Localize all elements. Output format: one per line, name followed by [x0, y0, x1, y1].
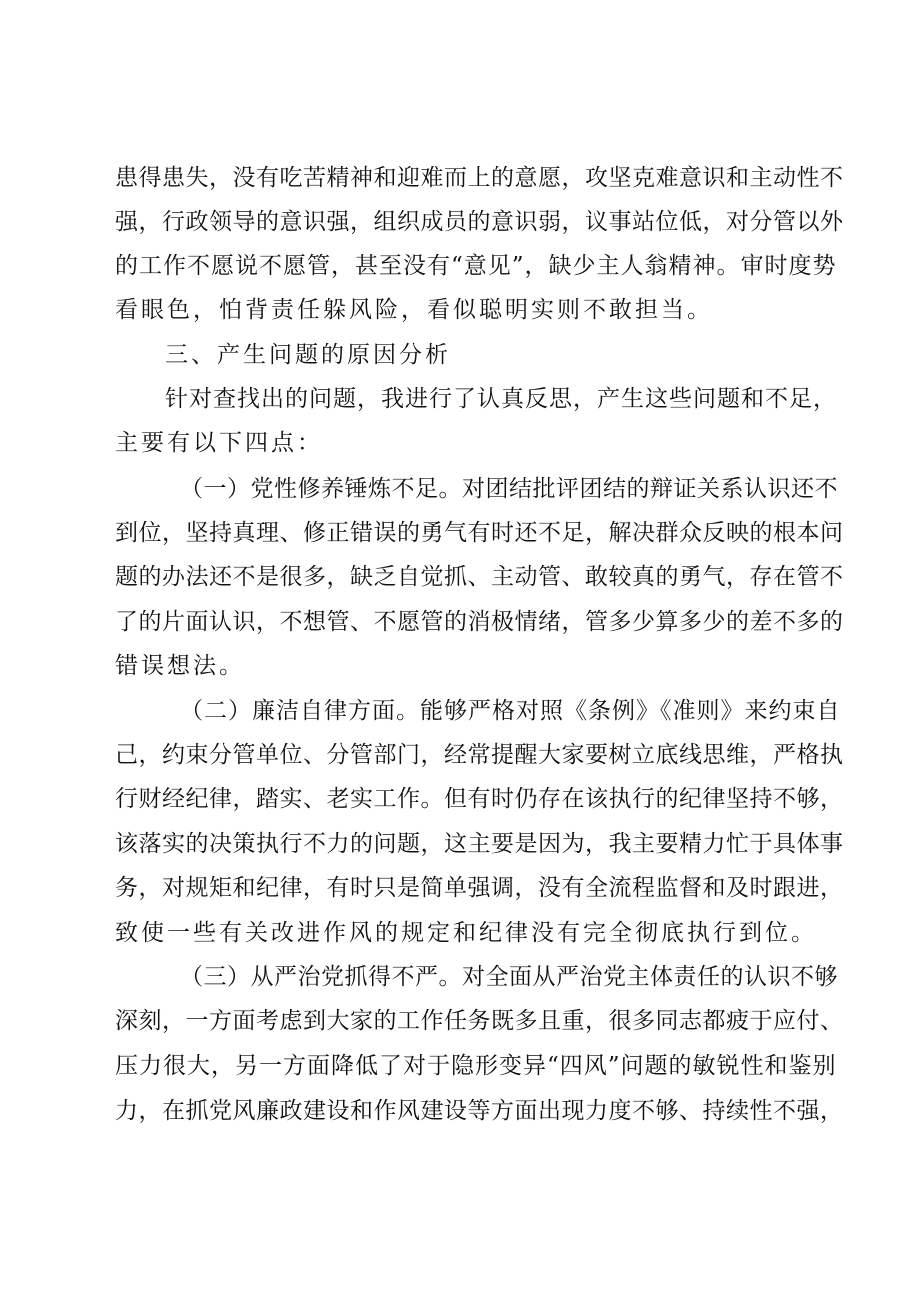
- text-line: 深刻，一方面考虑到大家的工作任务既多且重，很多同志都疲于应付、: [115, 1008, 844, 1034]
- text-line: 的工作不愿说不愿管，甚至没有“意见”，缺少主人翁精神。审时度势: [115, 253, 837, 279]
- text-line: 针对查找出的问题，我进行了认真反思，产生这些问题和不足，: [165, 386, 837, 412]
- subsection-heading-2: （二）廉洁自律方面。能够严格对照《条例》《准则》来约束自: [180, 698, 841, 724]
- text-line: 该落实的决策执行不力的问题，这主要是因为，我主要精力忙于具体事: [115, 831, 844, 857]
- text-line: 题的办法还不是很多，缺乏自觉抓、主动管、敢较真的勇气，存在管不: [115, 564, 844, 590]
- text-line: 了的片面认识，不想管、不愿管的消极情绪，管多少算多少的差不多的: [115, 609, 844, 635]
- text-line: 压力很大，另一方面降低了对于隐形变异“四风”问题的敏锐性和鉴别: [115, 1053, 837, 1079]
- text-line: 己，约束分管单位、分管部门，经常提醒大家要树立底线思维，严格执: [115, 742, 844, 768]
- subsection-heading-3: （三）从严治党抓得不严。对全面从严治党主体责任的认识不够: [180, 964, 838, 990]
- text-line: 错误想法。: [115, 653, 245, 679]
- text-line: 力，在抓党风廉政建设和作风建设等方面出现力度不够、持续性不强，: [115, 1098, 844, 1124]
- text-line: 致使一些有关改进作风的规定和纪律没有完全彻底执行到位。: [115, 920, 817, 946]
- subsection-heading-1: （一）党性修养锤炼不足。对团结批评团结的辩证关系认识还不: [180, 476, 838, 502]
- text-line: 务，对规矩和纪律，有时只是简单强调，没有全流程监督和及时跟进，: [115, 875, 844, 901]
- section-heading: 三、产生问题的原因分析: [165, 342, 451, 368]
- text-line: 到位，坚持真理、修正错误的勇气有时还不足，解决群众反映的根本问: [115, 520, 844, 546]
- text-line: 强，行政领导的意识强，组织成员的意识弱，议事站位低，对分管以外: [115, 209, 844, 235]
- text-line: 行财经纪律，踏实、老实工作。但有时仍存在该执行的纪律坚持不够，: [115, 786, 844, 812]
- text-line: 患得患失，没有吃苦精神和迎难而上的意愿，攻坚克难意识和主动性不: [115, 165, 844, 191]
- text-line: 主要有以下四点：: [115, 430, 323, 456]
- text-line: 看眼色，怕背责任躲风险，看似聪明实则不敢担当。: [115, 297, 713, 323]
